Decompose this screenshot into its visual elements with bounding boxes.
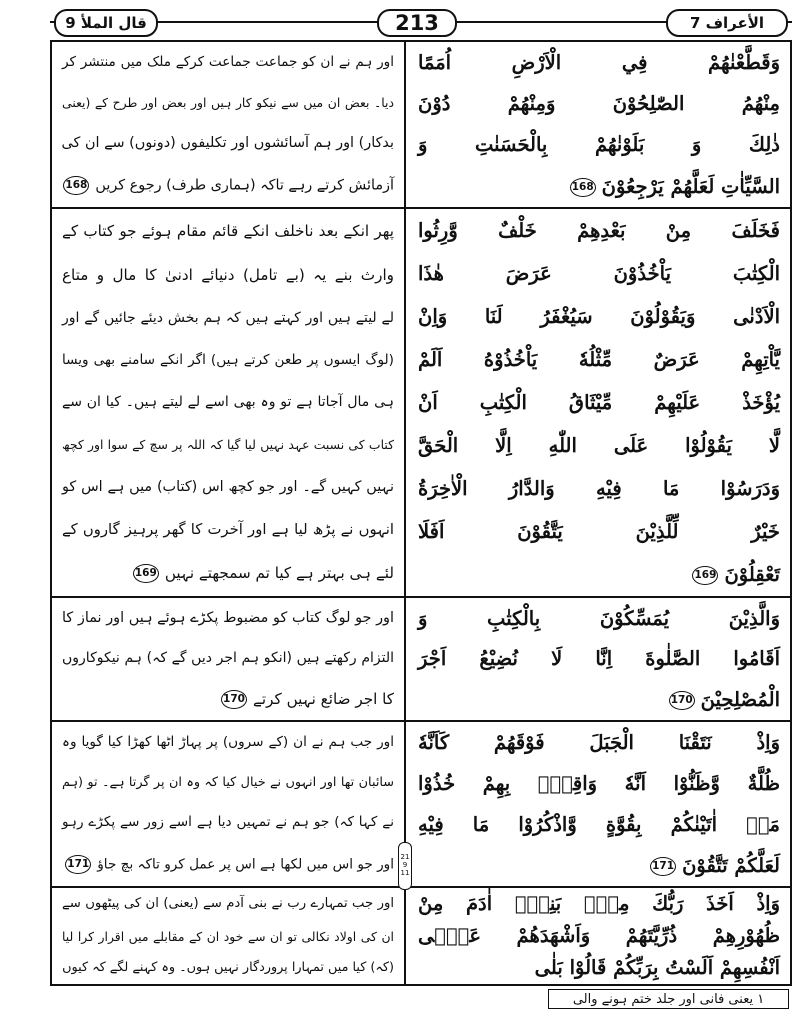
arabic-column-line xyxy=(418,348,780,371)
ruku-marker-mid: 9 xyxy=(402,861,408,870)
urdu-column xyxy=(54,209,402,596)
arabic-column-line xyxy=(418,607,780,630)
urdu-column-line xyxy=(62,521,394,539)
urdu-column-line xyxy=(62,266,394,285)
arabic-column-text: مِنْهُمُ الصّٰلِحُوْنَ وَمِنْهُمْ دُوْنَ xyxy=(418,92,780,116)
arabic-column-text: الْاَدْنٰى وَيَقُوْلُوْنَ سَيُغْفَرُ لَنَا وَاِنْ xyxy=(418,304,780,328)
urdu-column-text: کا اجر ضائع نہیں کرتے xyxy=(253,689,394,708)
arabic-column-line xyxy=(418,813,780,836)
urdu-column-line xyxy=(62,437,394,453)
arabic-column-line xyxy=(418,219,780,242)
ruku-marker-bottom: 11 xyxy=(400,868,410,877)
arabic-column-line xyxy=(418,92,780,115)
urdu-column-text: دیا۔ بعض ان میں سے نیکو کار ہیں اور بعض اور طرح کے (یعنی xyxy=(62,94,394,110)
arabic-column-line xyxy=(418,520,780,543)
urdu-column-text: اور جو لوگ کتاب کو مضبوط پکڑے ہوئے ہیں اور نماز کا xyxy=(62,610,394,627)
urdu-column-text: آزمائش کرتے رہے تاکہ (ہماری طرف) رجوع کریں xyxy=(95,177,394,194)
arabic-column-text: السَّيِّاٰتِ لَعَلَّهُمْ يَرْجِعُوْنَ xyxy=(601,174,780,198)
urdu-column-text: انہوں نے پڑھ لیا ہے اور آخرت کا گھر پرہیز گاروں کے xyxy=(62,520,394,538)
urdu-column-text: لئے ہی بہتر ہے کیا تم سمجھتے نہیں xyxy=(164,564,394,583)
urdu-column-line xyxy=(62,896,394,913)
urdu-column-line xyxy=(62,960,394,976)
verse-number-marker: 171 xyxy=(650,857,676,876)
urdu-column-line xyxy=(62,855,394,874)
urdu-column-text: کتاب کی نسبت عہد نہیں لیا گیا کہ اللہ پر سچ کے سوا اور کچھ xyxy=(62,437,394,453)
urdu-column-line xyxy=(62,564,394,583)
urdu-column-line xyxy=(62,394,394,412)
urdu-column-text: اور جو اس میں لکھا ہے اس پر عمل کرو تاکہ بچ جاؤ xyxy=(97,856,394,873)
arabic-column-line xyxy=(418,175,780,198)
urdu-column-text: (کہ) کیا میں تمہارا پروردگار نہیں ہوں۔ وہ کہنے لگے کہ کیوں xyxy=(62,960,394,975)
arabic-column-text: فَخَلَفَ مِنْ بَعْدِهِمْ خَلْفٌ وَّرِثُوا xyxy=(418,218,780,242)
arabic-column-line xyxy=(418,133,780,156)
arabic-column-text: وَدَرَسُوْا مَا فِيْهِ وَالدَّارُ الْاٰخِرَةُ xyxy=(418,476,780,500)
text-frame xyxy=(50,40,792,986)
ruku-marker xyxy=(398,842,412,890)
arabic-column-line xyxy=(418,563,780,586)
urdu-column xyxy=(54,888,402,984)
urdu-column-text: (لوگ ایسوں پر طعن کرتے ہیں) اگر انکے سامنے بھی ویسا xyxy=(62,352,394,369)
urdu-column-line xyxy=(62,650,394,668)
verse-number-marker: 168 xyxy=(570,178,596,197)
surah-title: الأعراف 7 xyxy=(666,9,788,37)
urdu-column-line xyxy=(62,134,394,152)
arabic-column xyxy=(408,209,790,596)
arabic-column-line xyxy=(418,477,780,500)
section-172 xyxy=(52,888,790,984)
arabic-column-text: وَالَّذِيْنَ يُمَسِّكُوْنَ بِالْكِتٰبِ وَ xyxy=(418,606,780,630)
verse-number-marker: 169 xyxy=(692,566,718,585)
arabic-column-text: يَّاْتِهِمْ عَرَضٌ مِّثْلُهٗ يَاْخُذُوْهُ اَلَمْ xyxy=(418,347,780,371)
arabic-column xyxy=(408,722,790,886)
urdu-column-line xyxy=(62,222,394,241)
arabic-column-text: اَقَامُوا الصَّلٰوةَ اِنَّا لَا نُضِيْعُ اَجْرَ xyxy=(418,647,780,671)
arabic-column-line xyxy=(418,51,780,74)
urdu-column-line xyxy=(62,54,394,71)
urdu-column-line xyxy=(62,95,394,111)
arabic-column-text: خَيْرٌ لِّلَّذِيْنَ يَتَّقُوْنَ اَفَلَا xyxy=(418,519,780,543)
arabic-column-text: الْكِتٰبَ يَاْخُذُوْنَ عَرَضَ هٰذَا xyxy=(418,261,780,285)
urdu-column-line xyxy=(62,609,394,627)
section-168 xyxy=(52,42,790,207)
verse-number-marker: 169 xyxy=(133,564,159,583)
arabic-column-line xyxy=(418,305,780,328)
arabic-column-line xyxy=(418,924,780,947)
arabic-column-line xyxy=(418,772,780,795)
urdu-column xyxy=(54,42,402,207)
arabic-column-line xyxy=(418,688,780,711)
urdu-column-text: اور جب تمہارے رب نے بنی آدم سے (یعنی) ان کی پیٹھوں سے xyxy=(62,896,394,911)
urdu-column-line xyxy=(62,734,394,751)
juz-title: قال الملأ 9 xyxy=(54,9,158,37)
urdu-column-line xyxy=(62,775,394,791)
urdu-column-line xyxy=(62,310,394,328)
ruku-marker-top: 21 xyxy=(400,853,410,862)
urdu-column-text: نہیں کہیں گے۔ اور جو کچھ اس (کتاب) میں ہے اس کو xyxy=(62,478,394,495)
arabic-column-text: لَّا يَقُوْلُوْا عَلَى اللّٰهِ اِلَّا الْحَقَّ xyxy=(418,433,780,457)
section-171 xyxy=(52,722,790,886)
urdu-column-text: پھر انکے بعد ناخلف انکے قائم مقام ہوئے جو کتاب کے xyxy=(62,221,394,240)
urdu-column-line xyxy=(62,690,394,709)
arabic-column-text: وَقَطَّعْنٰهُمْ فِي الْاَرْضِ اُمَمًا xyxy=(418,50,780,74)
urdu-column-line xyxy=(62,814,394,831)
arabic-column xyxy=(408,598,790,720)
arabic-column-text: ذٰلِكَ وَ بَلَوْنٰهُمْ بِالْحَسَنٰتِ وَ xyxy=(418,133,780,157)
urdu-column-line xyxy=(62,478,394,496)
urdu-column-text: التزام رکھتے ہیں (انکو ہم اجر دیں گے کہ) ہم نیکوکاروں xyxy=(62,649,394,666)
urdu-column xyxy=(54,722,402,886)
section-169 xyxy=(52,209,790,596)
urdu-column-text: نے کہا کہ) جو ہم نے تمہیں دیا ہے اسے زور سے پکڑے رہو xyxy=(62,814,394,831)
urdu-column-line xyxy=(62,352,394,369)
arabic-column-text: ظُهُوْرِهِمْ ذُرِّيَّتَهُمْ وَاَشْهَدَهُمْ عَلٰۤى xyxy=(418,924,780,948)
arabic-column-text: تَعْقِلُوْنَ xyxy=(724,562,780,586)
arabic-column-text: ظُلَّةٌ وَّظَنُّوْا اَنَّهٗ وَاقِعٌۢ بِهِمْ خُذُوْا xyxy=(418,771,780,795)
arabic-column-text: يُؤْخَذْ عَلَيْهِمْ مِّيْثَاقُ الْكِتٰبِ اَنْ xyxy=(418,390,780,414)
urdu-column-text: وارث بنے یہ (بے تامل) دنیائے ادنیٰ کا مال و متاع xyxy=(62,265,394,284)
urdu-column-text: ہی مال آجاتا ہے تو وہ بھی اسے لے لیتے ہیں۔ کیا ان سے xyxy=(62,394,394,411)
arabic-column-text: وَاِذْ اَخَذَ رَبُّكَ مِنْۢ بَنِيْۤ اٰدَمَ مِنْ xyxy=(418,892,780,916)
urdu-column-text: ان کی اولاد نکالی تو ان سے خود ان کے مقابلے میں اقرار کرا لیا xyxy=(62,928,394,944)
verse-number-marker: 168 xyxy=(63,176,89,195)
arabic-column xyxy=(408,888,790,984)
arabic-column-line xyxy=(418,262,780,285)
urdu-column-text: لے لیتے ہیں اور کہتے ہیں کہ ہم بخش دیئے جائیں گے اور xyxy=(62,309,394,326)
verse-number-marker: 170 xyxy=(221,690,247,709)
urdu-column-line xyxy=(62,176,394,195)
arabic-column-text: لَعَلَّكُمْ تَتَّقُوْنَ xyxy=(682,853,780,877)
urdu-column-text: سائبان تھا اور انہوں نے خیال کیا کہ وہ ان پر گرتا ہے۔ تو (ہم xyxy=(62,774,394,790)
arabic-column-text: مَاۤ اٰتَيْنٰكُمْ بِقُوَّةٍ وَّاذْكُرُوْا مَا فِيْهِ xyxy=(418,812,780,836)
arabic-column-text: وَاِذْ نَتَقْنَا الْجَبَلَ فَوْقَهُمْ كَاَنَّهٗ xyxy=(418,730,780,754)
arabic-column-line xyxy=(418,892,780,915)
quran-page xyxy=(50,8,792,1011)
verse-number-marker: 170 xyxy=(669,691,695,710)
arabic-column-line xyxy=(418,956,780,979)
urdu-column-line xyxy=(62,929,394,945)
urdu-column-text: اور ہم نے ان کو جماعت جماعت کرکے ملک میں منتشر کر xyxy=(62,53,394,70)
urdu-column-text: اور جب ہم نے ان (کے سروں) پر پہاڑ اٹھا کھڑا کیا گویا وہ xyxy=(62,733,394,750)
footnote: ۱ یعنی فانی اور جلد ختم ہونے والی xyxy=(548,989,789,1009)
urdu-column xyxy=(54,598,402,720)
page-header xyxy=(50,8,792,36)
section-170 xyxy=(52,598,790,720)
arabic-column-text: اَنْفُسِهِمْ اَلَسْتُ بِرَبِّكُمْ قَالُوْا بَلٰى xyxy=(534,956,780,980)
urdu-column-text: بدکار) اور ہم آسائشوں اور تکلیفوں (دونوں) سے ان کی xyxy=(61,135,394,152)
arabic-column xyxy=(408,42,790,207)
arabic-column-line xyxy=(418,854,780,877)
arabic-column-line xyxy=(418,434,780,457)
arabic-column-text: الْمُصْلِحِيْنَ xyxy=(700,687,780,711)
page-number: 213 xyxy=(377,9,457,37)
verse-number-marker: 171 xyxy=(65,855,91,874)
arabic-column-line xyxy=(418,647,780,670)
arabic-column-line xyxy=(418,391,780,414)
arabic-column-line xyxy=(418,731,780,754)
